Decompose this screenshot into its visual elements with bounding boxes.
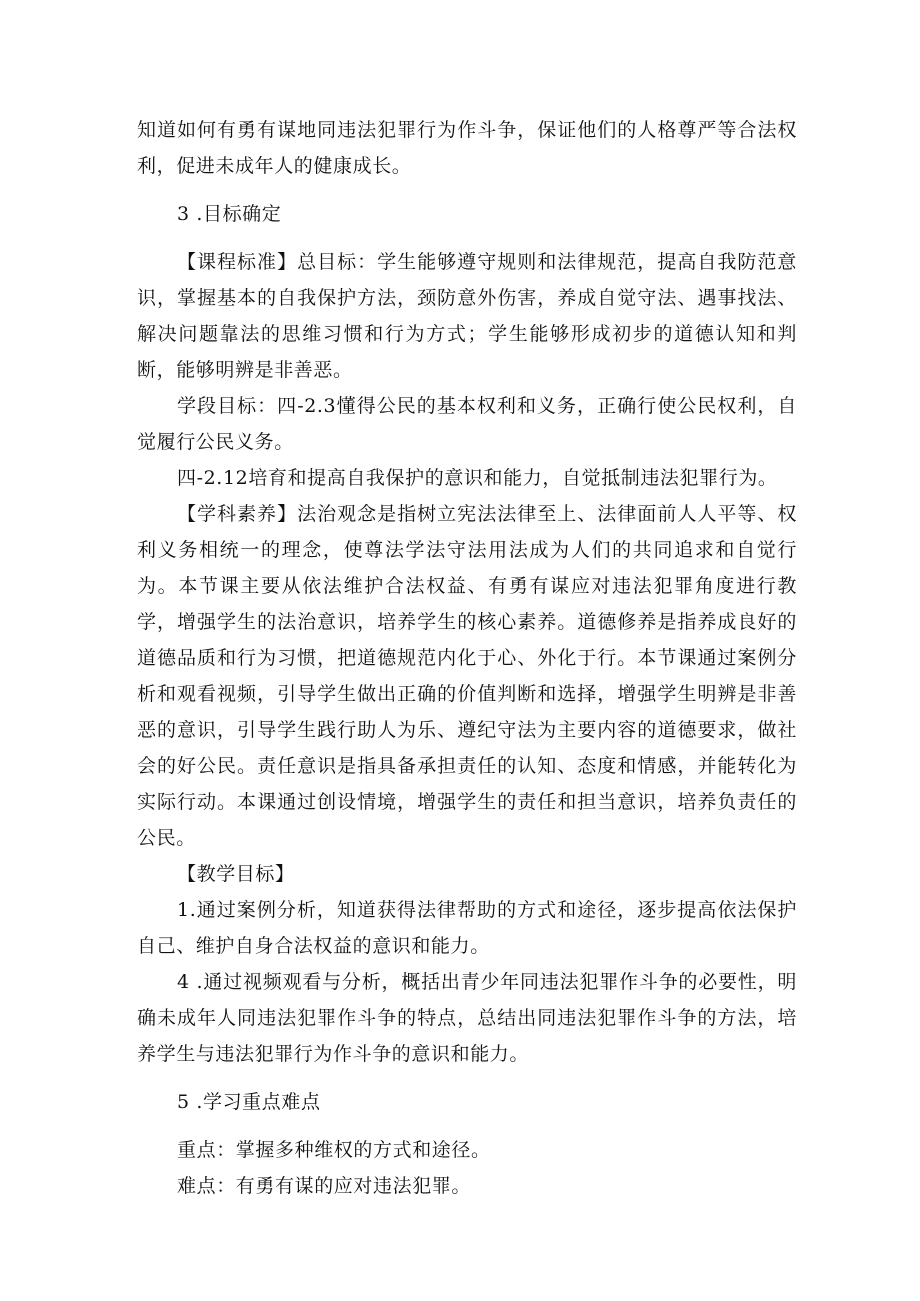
intro-paragraph: 知道如何有勇有谋地同违法犯罪行为作斗争，保证他们的人格尊严等合法权利，促进未成年人的健康成长。 [137,119,797,177]
teaching-goal-1-paragraph: 1.通过案例分析，知道获得法律帮助的方式和途径，逐步提高依法保护自己、维护自身合法权益的意识和能力。 [137,899,797,957]
subject-literacy-paragraph: 【学科素养】法治观念是指树立宪法法律至上、法律面前人人平等、权利义务相统一的理念，使尊法学法守法用法成为人们的共同追求和自觉行为。本节课主要从依法维护合法权益、有勇有谋应对违法犯罪角度进行教学，增强学生的法治意识，培养学生的核心素养。道德修养是指养成良好的道德品质和行为习惯，把道德规范内化于心、外化于行。本节课通过案例分析和观看视频，引导学生做出正确的价值判断和选择，增强学生明辨是非善恶的意识，引导学生践行助人为乐、遵纪守法为主要内容的道德要求，做社会的好公民。责任意识是指具备承担责任的认知、态度和情感，并能转化为实际行动。本课通过创设情境，增强学生的责任和担当意识，培养负责任的公民。 [137,503,797,849]
section-5-heading: 5 .学习重点难点 [177,1091,321,1113]
teaching-goals-heading: 【教学目标】 [177,863,295,885]
stage-goal-2-paragraph: 四-2.12培育和提高自我保护的意识和能力，自觉抵制违法犯罪行为。 [177,467,778,489]
key-point-paragraph: 重点：掌握多种维权的方式和途径。 [177,1139,491,1161]
difficult-point-paragraph: 难点：有勇有谋的应对违法犯罪。 [177,1175,472,1197]
curriculum-standard-paragraph: 【课程标准】总目标：学生能够遵守规则和法律规范，提高自我防范意识，掌握基本的自我保护方法，颈防意外伤害，养成自觉守法、遇事找法、解决问题靠法的思维习惯和行为方式；学生能够形成初步的道德认知和判断，能够明辨是非善恶。 [137,251,797,381]
document-page [137,112,797,1204]
teaching-goal-4-paragraph: 4 .通过视频观看与分析，概括出青少年同违法犯罪作斗争的必要性，明确未成年人同违法犯罪作斗争的特点，总结出同违法犯罪作斗争的方法，培养学生与违法犯罪行为作斗争的意识和能力。 [137,971,797,1065]
section-3-heading: 3 .目标确定 [177,203,282,225]
stage-goal-paragraph: 学段目标：四-2.3懂得公民的基本权利和义务，正确行使公民权利，自觉履行公民义务。 [137,395,797,453]
